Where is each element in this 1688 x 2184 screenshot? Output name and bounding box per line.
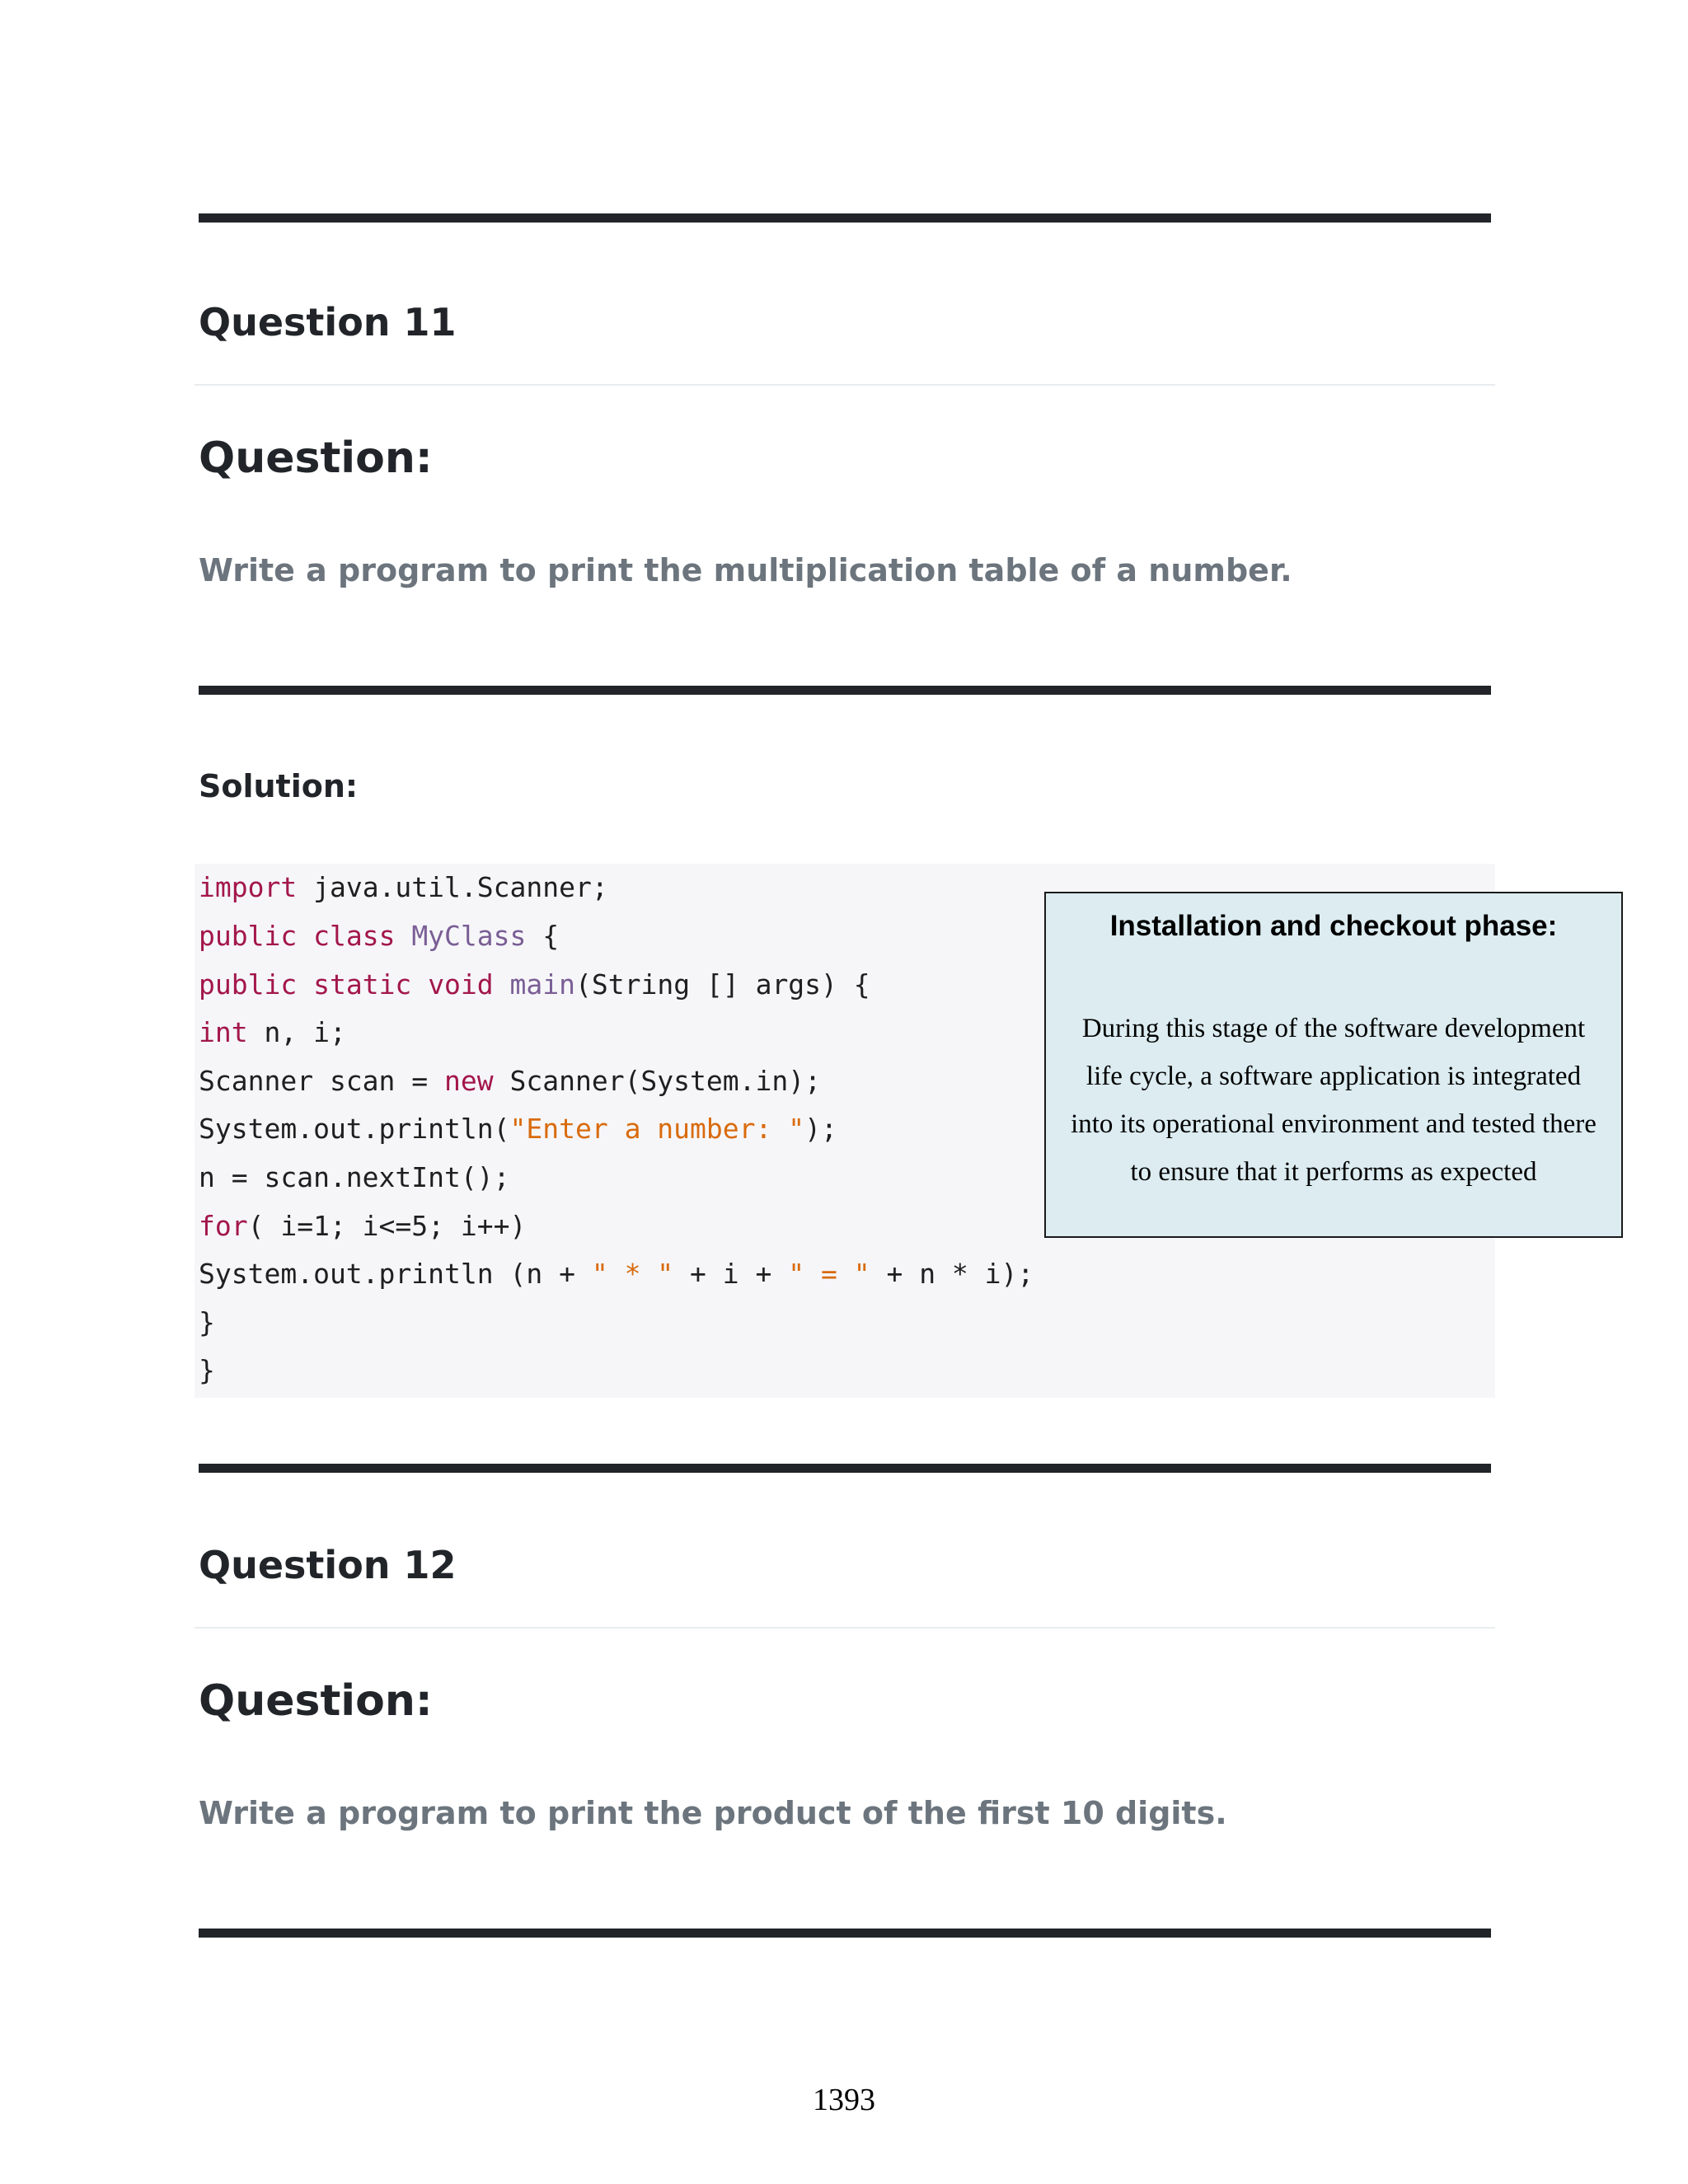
title-underline [195,1627,1495,1629]
code-line: System.out.println("Enter a number: "); [199,1113,837,1145]
question-11-heading: Question: [199,434,433,483]
solution-divider [199,1464,1491,1473]
code-line: public class MyClass { [199,920,560,952]
code-line: for( i=1; i<=5; i++) [199,1210,527,1242]
code-line: public static void main(String [] args) { [199,968,870,1001]
code-line: int n, i; [199,1016,346,1048]
question-11-title: Question 11 [199,300,457,344]
callout-title: Installation and checkout phase: [1109,910,1558,942]
code-line: } [199,1354,215,1386]
bottom-divider [199,1929,1491,1938]
callout-line: into its operational environment and tested there [1071,1109,1597,1139]
question-12-text: Write a program to print the product of the first 10 digits. [199,1795,1227,1831]
top-divider [199,213,1491,223]
code-line: Scanner scan = new Scanner(System.in); [199,1065,821,1097]
solution-heading: Solution: [199,768,359,804]
code-line: import java.util.Scanner; [199,871,608,903]
code-line: n = scan.nextInt(); [199,1161,510,1193]
callout-line: to ensure that it performs as expected [1130,1157,1537,1187]
question-11-text: Write a program to print the multiplication table of a number. [199,552,1292,588]
question-12-title: Question 12 [199,1543,457,1587]
callout-body [1046,1005,1621,1196]
callout-line: life cycle, a software application is integrated [1085,1062,1582,1091]
code-line: } [199,1306,215,1338]
page-number: 1393 [813,2083,875,2117]
callout-box [1044,892,1623,1238]
title-underline [195,384,1495,386]
question-12-heading: Question: [199,1676,433,1726]
callout-line: During this stage of the software development [1081,1014,1586,1043]
code-line: System.out.println (n + " * " + i + " = " + n * i); [199,1258,1034,1290]
question-divider [199,686,1491,695]
